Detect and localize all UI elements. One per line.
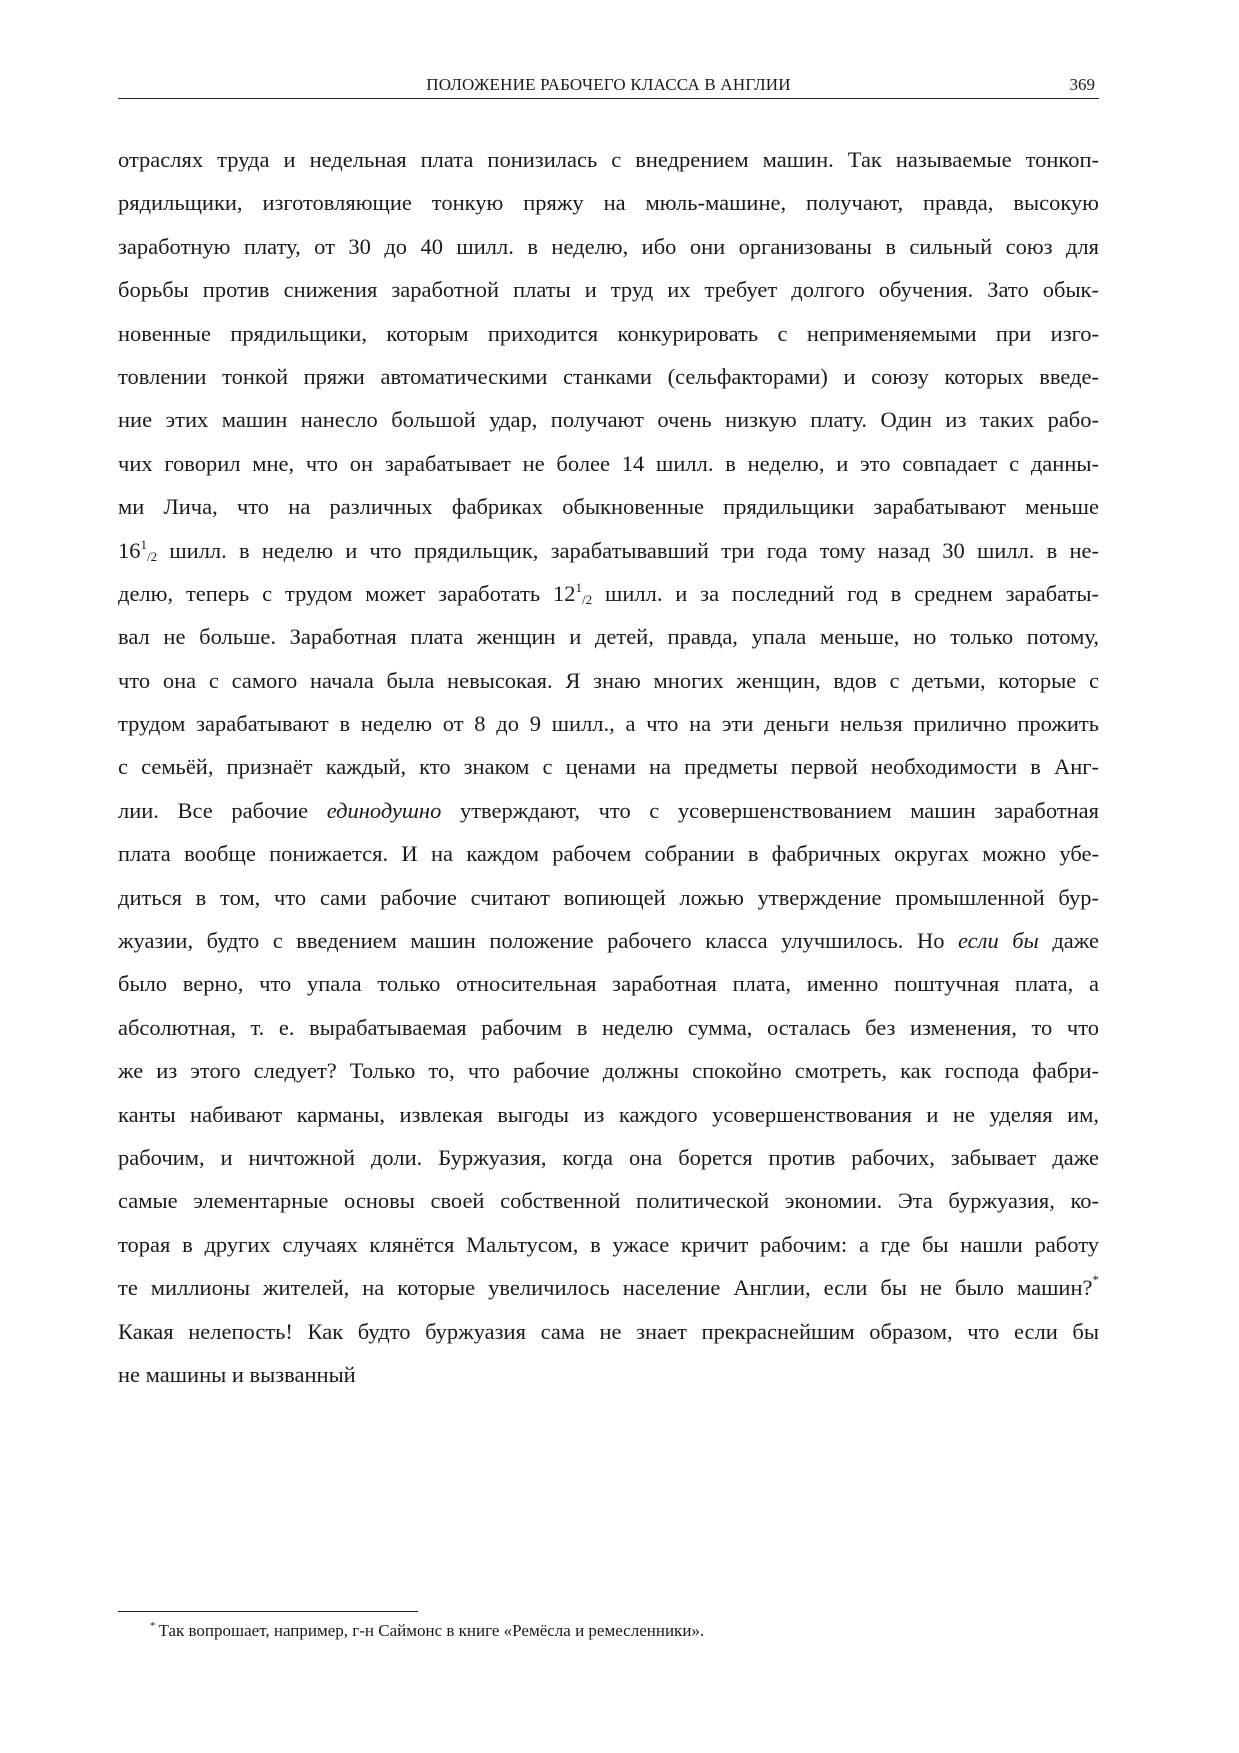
text-line: не машины и вызванный xyxy=(118,1361,356,1387)
text-line: заработную плату, от 30 до 40 шилл. в неделю, ибо они организованы в сильный союз для xyxy=(118,233,1099,259)
footnote-separator xyxy=(118,1611,418,1612)
footnote-mark: * xyxy=(150,1620,156,1632)
text-line: товлении тонкой пряжи автоматическими станками (сельфакторами) и союзу которых введе- xyxy=(118,363,1099,389)
text-line: ми Лича, что на различных фабриках обыкновенные прядильщики зарабатывают меньше xyxy=(118,494,1099,520)
text-line-with-note-mark xyxy=(118,1274,1099,1317)
text-line: абсолютная, т. е. вырабатываемая рабочим в неделю сумма, осталась без изменения, то что xyxy=(118,1014,1099,1040)
text-segment: лии. Все рабочие xyxy=(118,797,327,823)
text-line-with-emphasis xyxy=(118,927,1099,970)
text-line: же из этого следует? Только то, что рабочие должны спокойно смотреть, как господа фабри- xyxy=(118,1058,1099,1084)
main-text xyxy=(118,146,1099,1404)
running-header xyxy=(118,72,1099,99)
page-number: 369 xyxy=(1069,75,1095,94)
text-line-with-fraction xyxy=(118,537,1099,580)
header-title: ПОЛОЖЕНИЕ РАБОЧЕГО КЛАССА В АНГЛИИ xyxy=(426,75,791,94)
text-segment: делю, теперь с трудом может заработать 12 xyxy=(118,580,576,606)
fraction-numerator: 1 xyxy=(140,536,147,552)
text-segment: жуазии, будто с введением машин положение рабочего класса улучшилось. Но xyxy=(118,928,958,954)
text-line: Какая нелепость! Как будто буржуазия сама не знает прекраснейшим образом, что если бы xyxy=(118,1318,1099,1344)
fraction-denominator: /2 xyxy=(582,591,593,607)
text-line-with-emphasis xyxy=(118,797,1099,840)
fraction-whole: 16 xyxy=(118,537,141,563)
text-line: трудом зарабатывают в неделю от 8 до 9 шилл., а что на эти деньги нельзя прилично прожить xyxy=(118,711,1099,737)
emphasis-text: единодушно xyxy=(326,797,442,823)
emphasis-text: если бы xyxy=(957,928,1039,954)
footnote-reference[interactable]: * xyxy=(1092,1272,1099,1288)
text-line: новенные прядильщики, которым приходится конкурировать с неприменяемыми при изго- xyxy=(118,320,1099,346)
text-segment: утверждают, что с усовершенствованием машин заработная xyxy=(441,797,1100,823)
text-line: рядильщики, изготовляющие тонкую пряжу на мюль-машине, получают, правда, высокую xyxy=(118,190,1099,216)
text-line: отраслях труда и недельная плата понизилась с внедрением машин. Так называемые тонкоп- xyxy=(118,147,1099,172)
text-line: торая в других случаях клянётся Мальтусом, в ужасе кричит рабочим: а где бы нашли работу xyxy=(118,1231,1099,1257)
text-line: рабочим, и ничтожной доли. Буржуазия, когда она борется против рабочих, забывает даже xyxy=(118,1144,1099,1170)
text-line-with-fraction xyxy=(118,580,1099,623)
text-segment: даже xyxy=(1038,928,1100,954)
text-line: борьбы против снижения заработной платы и труд их требует долгого обучения. Зато обык- xyxy=(118,277,1099,303)
text-line: канты набивают карманы, извлекая выгоды из каждого усовершенствования и не уделяя им, xyxy=(118,1101,1099,1127)
footnote-text: Так вопрошает, например, г-н Саймонс в книге «Ремёсла и ремесленники». xyxy=(158,1621,705,1640)
footnote xyxy=(150,1620,704,1642)
text-line: что она с самого начала была невысокая. Я знаю многих женщин, вдов с детьми, которые с xyxy=(118,667,1099,693)
text-line: самые элементарные основы своей собственной политической экономии. Эта буржуазия, ко- xyxy=(118,1188,1099,1214)
text-line: было верно, что упала только относительная заработная плата, именно поштучная плата, а xyxy=(118,971,1099,997)
text-line: с семьёй, признаёт каждый, кто знаком с ценами на предметы первой необходимости в Анг- xyxy=(118,754,1099,780)
text-line: плата вообще понижается. И на каждом рабочем собрании в фабричных округах можно убе- xyxy=(118,841,1099,867)
text-line: ние этих машин нанесло большой удар, получают очень низкую плату. Один из таких рабо- xyxy=(118,407,1099,433)
text-line: чих говорил мне, что он зарабатывает не более 14 шилл. в неделю, и это совпадает с данны- xyxy=(118,450,1099,476)
text-line: вал не больше. Заработная плата женщин и детей, правда, упала меньше, но только потому, xyxy=(118,624,1099,650)
text-line: диться в том, что сами рабочие считают вопиющей ложью утверждение промышленной бур- xyxy=(118,884,1099,910)
text-segment: шилл. и за последний год в среднем зарабаты- xyxy=(592,580,1099,606)
fraction-denominator: /2 xyxy=(147,548,158,564)
fraction-numerator: 1 xyxy=(575,579,583,595)
text-segment: те миллионы жителей, на которые увеличилось население Англии, если бы не было машин? xyxy=(118,1275,1093,1301)
text-segment: шилл. в неделю и что прядильщик, зарабатывавший три года тому назад 30 шилл. в не- xyxy=(157,537,1099,563)
